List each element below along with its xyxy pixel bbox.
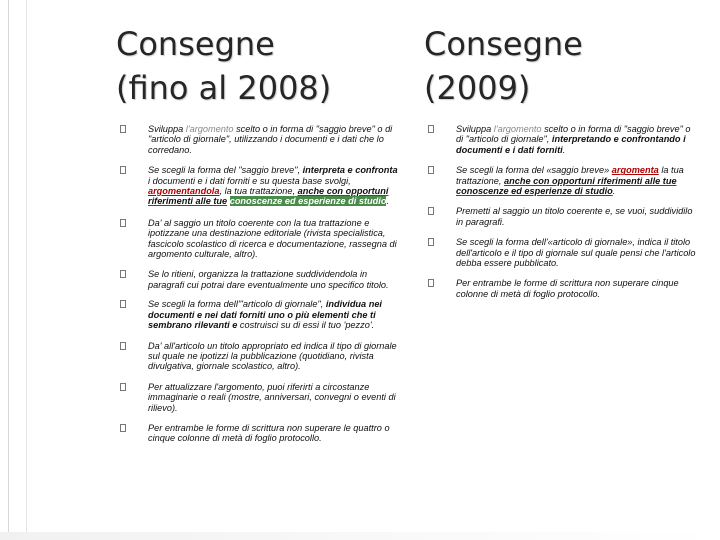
right-instruction-list [424, 124, 700, 299]
list-item: Sviluppa l'argomento scelto o in forma di "saggio breve" o di "articolo di giornale", utilizzando i documenti e i dati che lo corredano. [116, 124, 398, 155]
left-title [116, 22, 331, 110]
list-item: Se scegli la forma del «saggio breve» argomenta la tua trattazione, anche con opportuni riferimenti alle tue conoscenze ed esperienze di studio. [424, 165, 700, 196]
square-bullet-icon [428, 207, 434, 215]
square-bullet-icon [120, 125, 126, 133]
list-item: Per attualizzare l'argomento, puoi riferirti a circostanze immaginarie o reali (mostre, anniversari, convegni o eventi di rilievo). [116, 382, 398, 413]
square-bullet-icon [428, 279, 434, 287]
right-title [424, 22, 583, 110]
square-bullet-icon [120, 424, 126, 432]
left-title-line2: (fino al 2008) [116, 69, 332, 107]
list-item: Per entrambe le forme di scrittura non superare cinque colonne di metà di foglio protocollo. [424, 278, 700, 299]
list-item: Premetti al saggio un titolo coerente e, se vuoi, suddividilo in paragrafi. [424, 206, 700, 227]
square-bullet-icon [120, 383, 126, 391]
decorative-footer [0, 532, 720, 540]
list-item: Per entrambe le forme di scrittura non superare le quattro o cinque colonne di metà di foglio protocollo. [116, 423, 398, 444]
left-instruction-list [116, 124, 398, 444]
list-item: Se scegli la forma del "saggio breve", interpreta e confronta i documenti e i dati forniti e su questa base svolgi, argomentandola, la tua trattazione, anche con opportuni riferimenti alle tue conoscenze ed esperienze di studio. [116, 165, 398, 207]
decorative-rule [8, 0, 9, 540]
square-bullet-icon [428, 238, 434, 246]
square-bullet-icon [120, 219, 126, 227]
right-title-line1: Consegne [424, 25, 583, 63]
square-bullet-icon [120, 270, 126, 278]
list-item: Da' al saggio un titolo coerente con la tua trattazione e ipotizzane una destinazione editoriale (rivista specialistica, fascicolo scolastico di ricerca e documentazione, rassegna di argomento culturale, altro). [116, 218, 398, 260]
square-bullet-icon [120, 166, 126, 174]
right-title-line2: (2009) [424, 69, 531, 107]
left-title-line1: Consegne [116, 25, 275, 63]
square-bullet-icon [120, 300, 126, 308]
list-item: Se lo ritieni, organizza la trattazione suddividendola in paragrafi cui potrai dare eventualmente uno specifico titolo. [116, 269, 398, 290]
square-bullet-icon [428, 166, 434, 174]
square-bullet-icon [428, 125, 434, 133]
list-item: Sviluppa l'argomento scelto o in forma di "saggio breve" o di "articolo di giornale", interpretando e confrontando i documenti e i dati forniti. [424, 124, 700, 155]
list-item: Se scegli la forma dell'«articolo di giornale», indica il titolo dell'articolo e il tipo di giornale sul quale pensi che l'articolo debba essere pubblicato. [424, 237, 700, 268]
square-bullet-icon [120, 342, 126, 350]
list-item: Da' all'articolo un titolo appropriato ed indica il tipo di giornale sul quale ne ipotizzi la pubblicazione (quotidiano, rivista divulgativa, giornale scolastico, altro). [116, 341, 398, 372]
decorative-band [16, 0, 27, 540]
list-item: Se scegli la forma dell'"articolo di giornale", individua nei documenti e nei dati forniti uno o più elementi che ti sembrano rilevanti e costruisci su di essi il tuo 'pezzo'. [116, 299, 398, 330]
